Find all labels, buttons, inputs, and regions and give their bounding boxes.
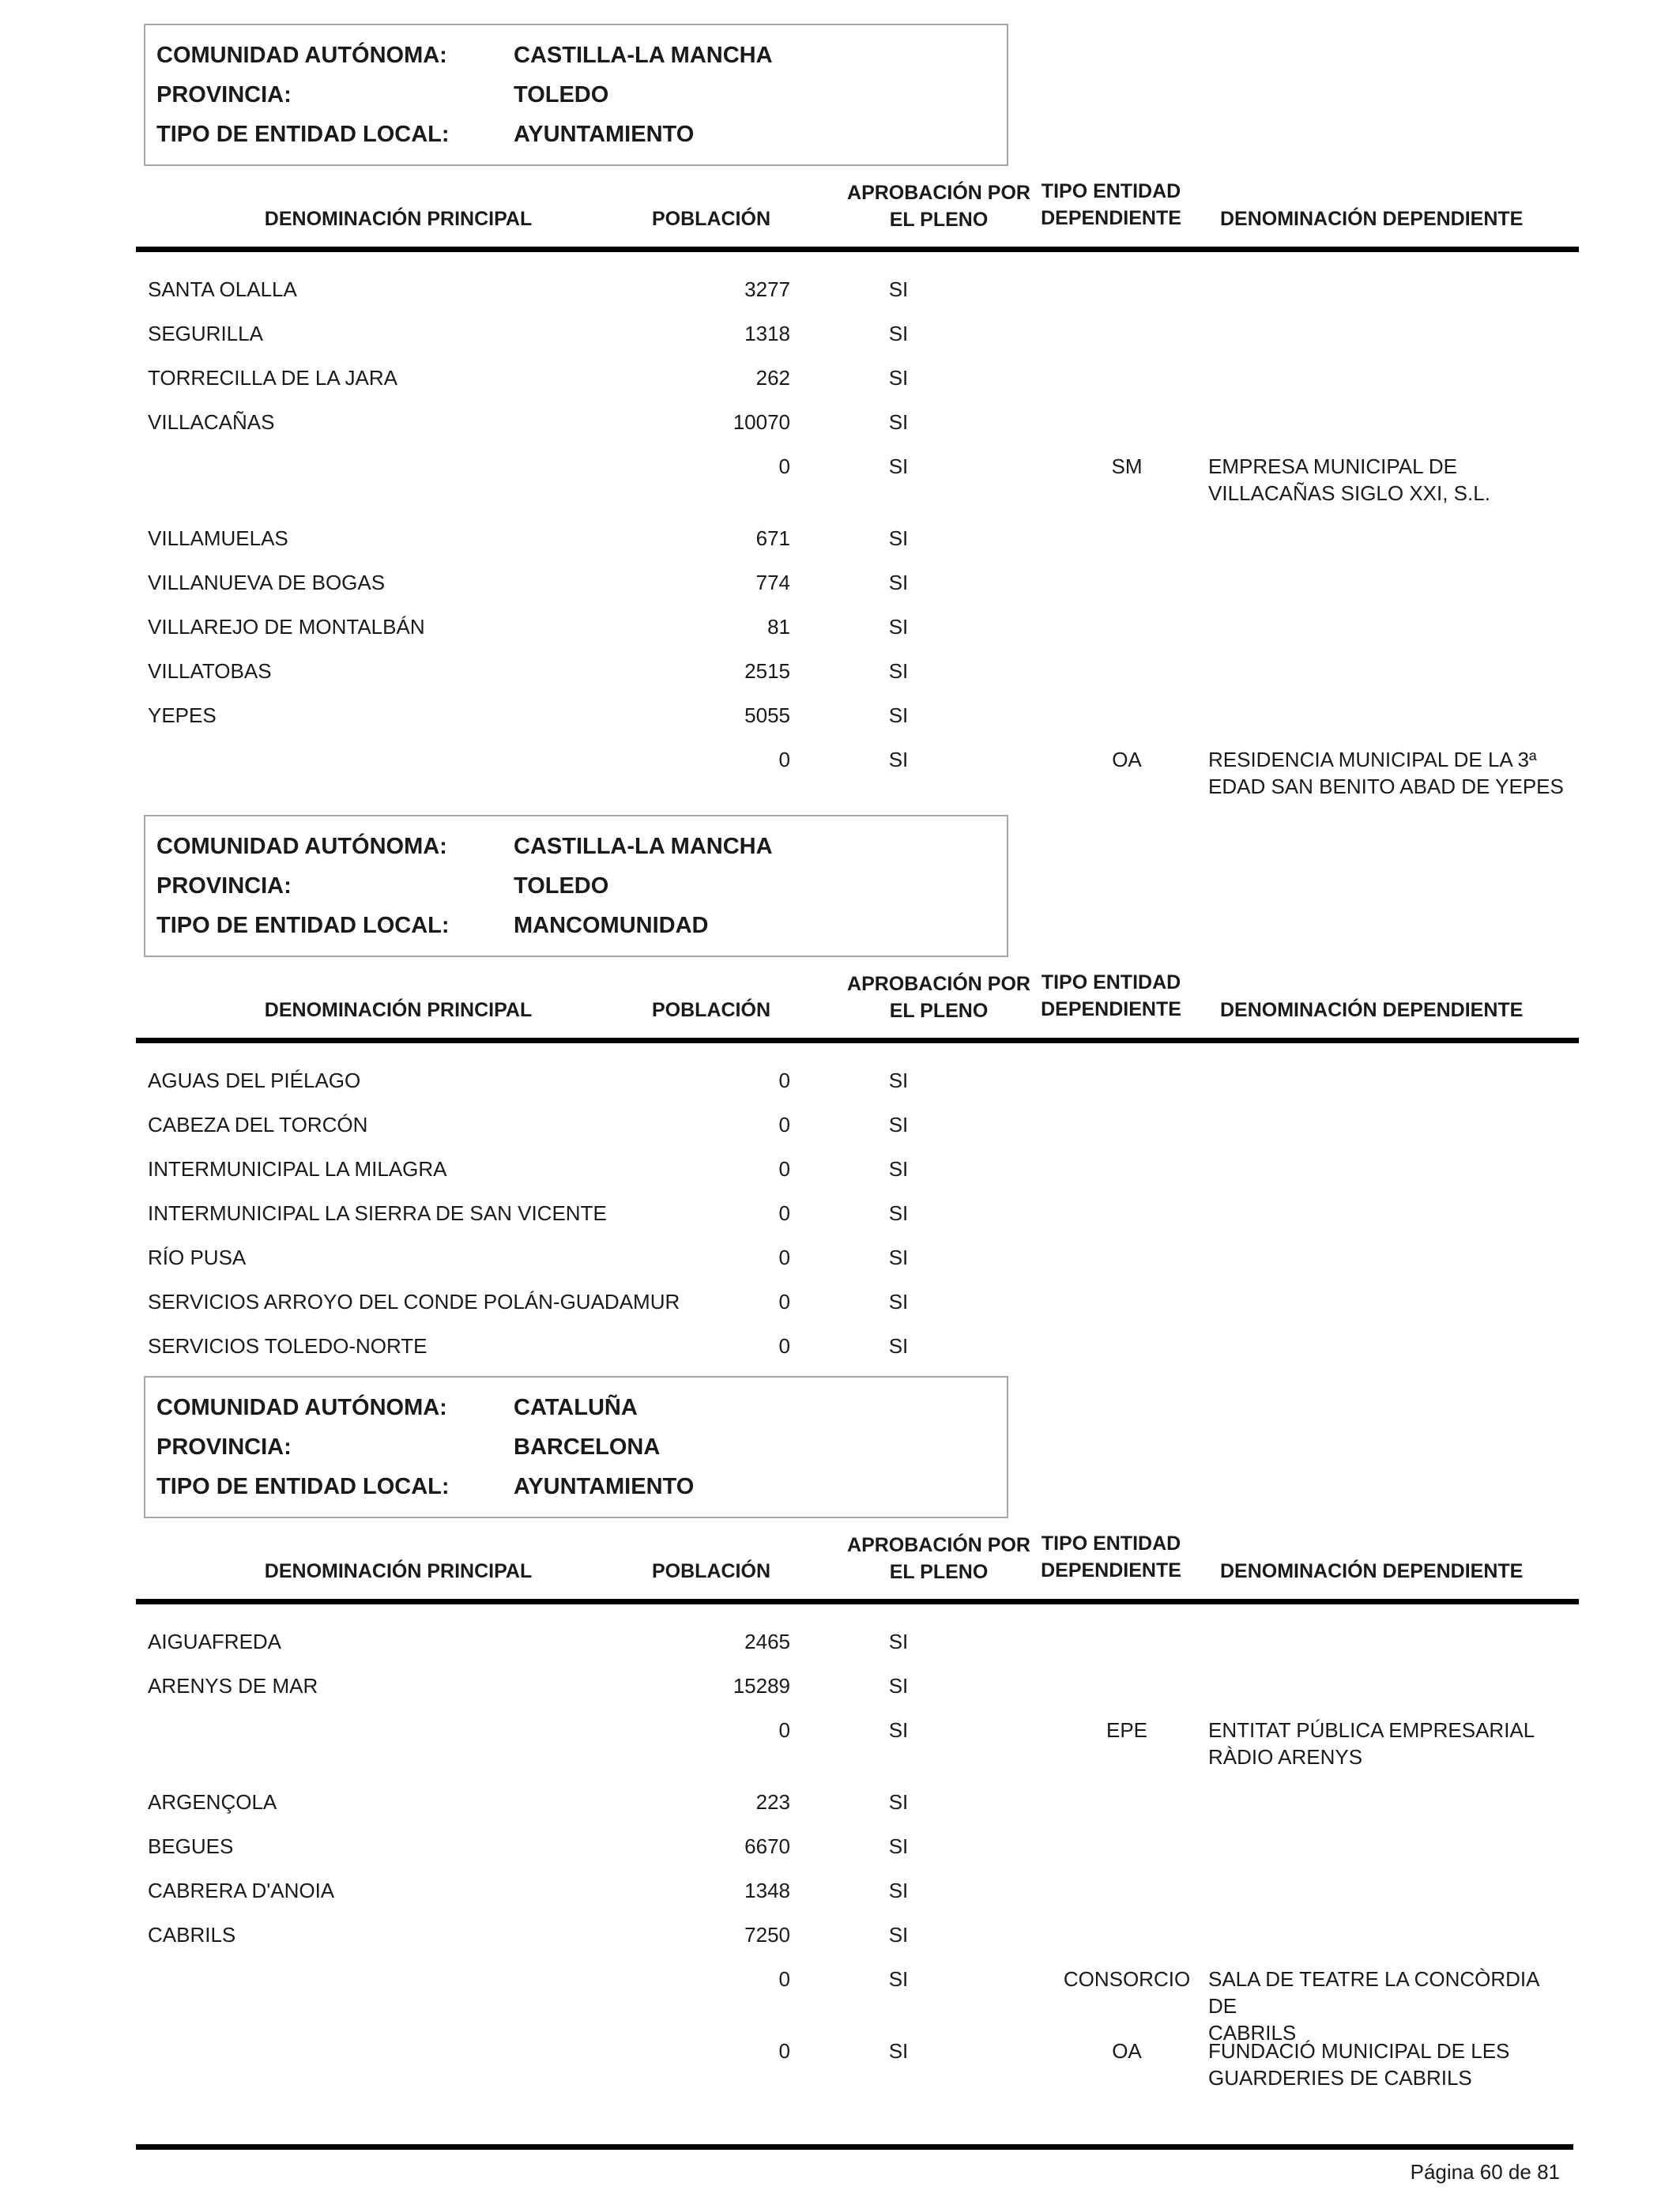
table-row — [136, 409, 1579, 453]
comunidad-label: COMUNIDAD AUTÓNOMA: — [156, 1395, 447, 1420]
aprobacion-cell: SI — [888, 1674, 909, 1698]
header-rule — [136, 247, 1579, 252]
denominacion-principal-cell: CABEZA DEL TORCÓN — [148, 1113, 368, 1137]
denominacion-dependiente-cell — [1208, 746, 1572, 800]
aprobacion-cell: SI — [888, 1201, 909, 1225]
table-row — [136, 364, 1579, 409]
denominacion-principal-cell: VILLAREJO DE MONTALBÁN — [148, 615, 425, 639]
poblacion-cell: 6670 — [744, 1834, 790, 1858]
entity-section — [136, 24, 1579, 818]
denominacion-principal-cell: INTERMUNICIPAL LA SIERRA DE SAN VICENTE — [148, 1201, 607, 1225]
entity-section — [136, 815, 1579, 1377]
aprobacion-cell: SI — [888, 571, 909, 594]
table-row — [136, 1067, 1579, 1111]
dependiente-line2: RÀDIO ARENYS — [1208, 1745, 1363, 1769]
aprobacion-cell: SI — [888, 615, 909, 639]
table-row — [136, 613, 1579, 658]
entity-info-box — [144, 24, 1008, 166]
poblacion-cell: 1348 — [744, 1879, 790, 1902]
poblacion-cell: 0 — [778, 1201, 790, 1225]
dependiente-line1: RESIDENCIA MUNICIPAL DE LA 3ª — [1208, 748, 1537, 771]
table-row — [136, 702, 1579, 746]
aprobacion-cell: SI — [888, 1879, 909, 1902]
tipo-entidad-cell: OA — [1112, 748, 1142, 771]
header-poblacion: POBLACIÓN — [652, 208, 770, 230]
denominacion-principal-cell: ARGENÇOLA — [148, 1790, 277, 1814]
denominacion-principal-cell: AIGUAFREDA — [148, 1630, 282, 1653]
table-row — [136, 1789, 1579, 1833]
tipo-entidad-label: TIPO DE ENTIDAD LOCAL: — [156, 1474, 450, 1499]
denominacion-principal-cell: SEGURILLA — [148, 322, 263, 345]
header-tipo-entidad-line1: TIPO ENTIDAD — [1041, 971, 1181, 993]
aprobacion-cell: SI — [888, 659, 909, 683]
dependiente-line2: VILLACAÑAS SIGLO XXI, S.L. — [1208, 481, 1490, 505]
poblacion-cell: 0 — [778, 748, 790, 771]
poblacion-cell: 774 — [755, 571, 790, 594]
poblacion-cell: 15289 — [733, 1674, 790, 1698]
poblacion-cell: 0 — [778, 1113, 790, 1137]
aprobacion-cell: SI — [888, 1290, 909, 1314]
denominacion-principal-cell: INTERMUNICIPAL LA MILAGRA — [148, 1157, 447, 1181]
header-denominacion-dependiente: DENOMINACIÓN DEPENDIENTE — [1220, 999, 1524, 1021]
header-rule — [136, 1038, 1579, 1043]
poblacion-cell: 223 — [755, 1790, 790, 1814]
table-row — [136, 1288, 1579, 1333]
entity-info-box — [144, 1376, 1008, 1518]
poblacion-cell: 0 — [778, 1246, 790, 1269]
denominacion-principal-cell: TORRECILLA DE LA JARA — [148, 366, 397, 390]
table-row — [136, 1333, 1579, 1377]
poblacion-cell: 0 — [778, 1967, 790, 1991]
aprobacion-cell: SI — [888, 1630, 909, 1653]
header-denominacion-principal: DENOMINACIÓN PRINCIPAL — [264, 208, 533, 230]
denominacion-principal-cell: CABRILS — [148, 1923, 236, 1947]
denominacion-principal-cell: SERVICIOS ARROYO DEL CONDE POLÁN-GUADAMUR — [148, 1290, 680, 1314]
tipo-entidad-cell: OA — [1112, 2039, 1142, 2063]
tipo-entidad-value: AYUNTAMIENTO — [514, 1474, 695, 1499]
aprobacion-cell: SI — [888, 1923, 909, 1947]
aprobacion-cell: SI — [888, 1790, 909, 1814]
denominacion-principal-cell: VILLACAÑAS — [148, 410, 275, 434]
denominacion-principal-cell: ARENYS DE MAR — [148, 1674, 318, 1698]
provincia-value: TOLEDO — [514, 82, 609, 107]
table-row — [136, 1833, 1579, 1877]
table-row — [136, 1200, 1579, 1244]
header-aprobacion-line1: APROBACIÓN POR — [847, 973, 1030, 995]
table-row — [136, 2038, 1579, 2109]
header-denominacion-dependiente: DENOMINACIÓN DEPENDIENTE — [1220, 208, 1524, 230]
tipo-entidad-cell: SM — [1111, 454, 1143, 478]
dependiente-line2: EDAD SAN BENITO ABAD DE YEPES — [1208, 775, 1564, 798]
header-tipo-entidad — [1032, 1530, 1190, 1584]
header-aprobacion-line1: APROBACIÓN POR — [847, 182, 1030, 204]
table-row — [136, 1628, 1579, 1672]
poblacion-cell: 0 — [778, 1334, 790, 1358]
aprobacion-cell: SI — [888, 748, 909, 771]
tipo-entidad-cell: CONSORCIO — [1063, 1967, 1191, 1991]
header-poblacion: POBLACIÓN — [652, 999, 770, 1021]
poblacion-cell: 2515 — [744, 659, 790, 683]
table-header — [136, 957, 1579, 1038]
aprobacion-cell: SI — [888, 526, 909, 550]
table-row — [136, 1877, 1579, 1921]
aprobacion-cell: SI — [888, 1967, 909, 1991]
poblacion-cell: 0 — [778, 1718, 790, 1742]
poblacion-cell: 1318 — [744, 322, 790, 345]
table-row — [136, 1111, 1579, 1155]
denominacion-principal-cell: SERVICIOS TOLEDO-NORTE — [148, 1334, 428, 1358]
denominacion-principal-cell: SANTA OLALLA — [148, 277, 297, 301]
header-poblacion: POBLACIÓN — [652, 1560, 770, 1582]
header-aprobacion-line2: EL PLENO — [889, 1000, 989, 1022]
dependiente-line1: EMPRESA MUNICIPAL DE — [1208, 454, 1457, 478]
poblacion-cell: 7250 — [744, 1923, 790, 1947]
table-row — [136, 1921, 1579, 1966]
table-row — [136, 569, 1579, 613]
comunidad-value: CASTILLA-LA MANCHA — [514, 43, 773, 68]
header-aprobacion-line2: EL PLENO — [889, 1561, 989, 1583]
table-row — [136, 276, 1579, 320]
aprobacion-cell: SI — [888, 703, 909, 727]
header-aprobacion-line2: EL PLENO — [889, 209, 989, 231]
header-tipo-entidad-line2: DEPENDIENTE — [1041, 1559, 1181, 1581]
table-header — [136, 166, 1579, 247]
header-tipo-entidad-line1: TIPO ENTIDAD — [1041, 1532, 1181, 1555]
table-row — [136, 320, 1579, 364]
header-aprobacion — [820, 1532, 1057, 1585]
table-body — [136, 1043, 1579, 1377]
poblacion-cell: 2465 — [744, 1630, 790, 1653]
aprobacion-cell: SI — [888, 1718, 909, 1742]
denominacion-principal-cell: VILLATOBAS — [148, 659, 272, 683]
table-row — [136, 1672, 1579, 1717]
header-rule — [136, 1599, 1579, 1604]
table-row — [136, 658, 1579, 702]
aprobacion-cell: SI — [888, 410, 909, 434]
header-denominacion-dependiente: DENOMINACIÓN DEPENDIENTE — [1220, 1560, 1524, 1582]
header-aprobacion — [820, 971, 1057, 1024]
aprobacion-cell: SI — [888, 1157, 909, 1181]
comunidad-value: CATALUÑA — [514, 1395, 638, 1420]
table-body — [136, 252, 1579, 818]
poblacion-cell: 0 — [778, 1290, 790, 1314]
denominacion-principal-cell: RÍO PUSA — [148, 1246, 247, 1269]
tipo-entidad-label: TIPO DE ENTIDAD LOCAL: — [156, 913, 450, 938]
comunidad-label: COMUNIDAD AUTÓNOMA: — [156, 834, 447, 859]
dependiente-line2: CABRILS — [1208, 2021, 1297, 2045]
table-row — [136, 1244, 1579, 1288]
aprobacion-cell: SI — [888, 1834, 909, 1858]
table-row — [136, 453, 1579, 525]
aprobacion-cell: SI — [888, 366, 909, 390]
poblacion-cell: 3277 — [744, 277, 790, 301]
entity-section — [136, 1376, 1579, 2109]
comunidad-value: CASTILLA-LA MANCHA — [514, 834, 773, 859]
header-tipo-entidad-line1: TIPO ENTIDAD — [1041, 180, 1181, 202]
aprobacion-cell: SI — [888, 2039, 909, 2063]
denominacion-principal-cell: AGUAS DEL PIÉLAGO — [148, 1069, 361, 1092]
header-tipo-entidad-line2: DEPENDIENTE — [1041, 207, 1181, 229]
aprobacion-cell: SI — [888, 1113, 909, 1137]
dependiente-line1: ENTITAT PÚBLICA EMPRESARIAL — [1208, 1718, 1535, 1742]
dependiente-line1: FUNDACIÓ MUNICIPAL DE LES — [1208, 2039, 1510, 2063]
denominacion-principal-cell: BEGUES — [148, 1834, 234, 1858]
provincia-value: BARCELONA — [514, 1434, 661, 1460]
poblacion-cell: 10070 — [733, 410, 790, 434]
header-aprobacion-line1: APROBACIÓN POR — [847, 1534, 1030, 1556]
tipo-entidad-value: MANCOMUNIDAD — [514, 913, 709, 938]
provincia-label: PROVINCIA: — [156, 1434, 292, 1460]
poblacion-cell: 0 — [778, 1069, 790, 1092]
dependiente-line1: SALA DE TEATRE LA CONCÒRDIA DE — [1208, 1967, 1539, 2018]
poblacion-cell: 5055 — [744, 703, 790, 727]
footer-rule — [136, 2144, 1573, 2150]
table-row — [136, 1966, 1579, 2045]
aprobacion-cell: SI — [888, 1069, 909, 1092]
denominacion-dependiente-cell — [1208, 2038, 1572, 2091]
table-body — [136, 1604, 1579, 2109]
table-row — [136, 525, 1579, 569]
aprobacion-cell: SI — [888, 277, 909, 301]
table-header — [136, 1518, 1579, 1599]
denominacion-principal-cell: YEPES — [148, 703, 217, 727]
denominacion-dependiente-cell — [1208, 453, 1572, 507]
header-tipo-entidad — [1032, 178, 1190, 232]
header-aprobacion — [820, 179, 1057, 233]
poblacion-cell: 0 — [778, 2039, 790, 2063]
comunidad-label: COMUNIDAD AUTÓNOMA: — [156, 43, 447, 68]
dependiente-line2: GUARDERIES DE CABRILS — [1208, 2066, 1472, 2090]
poblacion-cell: 0 — [778, 1157, 790, 1181]
poblacion-cell: 262 — [755, 366, 790, 390]
denominacion-principal-cell: CABRERA D'ANOIA — [148, 1879, 335, 1902]
denominacion-principal-cell: VILLANUEVA DE BOGAS — [148, 571, 386, 594]
aprobacion-cell: SI — [888, 1334, 909, 1358]
provincia-label: PROVINCIA: — [156, 873, 292, 899]
tipo-entidad-label: TIPO DE ENTIDAD LOCAL: — [156, 122, 450, 147]
denominacion-principal-cell: VILLAMUELAS — [148, 526, 288, 550]
header-denominacion-principal: DENOMINACIÓN PRINCIPAL — [264, 999, 533, 1021]
header-tipo-entidad-line2: DEPENDIENTE — [1041, 998, 1181, 1020]
table-row — [136, 1717, 1579, 1789]
table-row — [136, 746, 1579, 818]
aprobacion-cell: SI — [888, 322, 909, 345]
poblacion-cell: 0 — [778, 454, 790, 478]
tipo-entidad-value: AYUNTAMIENTO — [514, 122, 695, 147]
poblacion-cell: 671 — [755, 526, 790, 550]
tipo-entidad-cell: EPE — [1106, 1718, 1148, 1742]
denominacion-dependiente-cell — [1208, 1717, 1572, 1770]
page-number: Página 60 de 81 — [1410, 2160, 1560, 2184]
provincia-label: PROVINCIA: — [156, 82, 292, 107]
poblacion-cell: 81 — [767, 615, 790, 639]
header-tipo-entidad — [1032, 969, 1190, 1023]
table-row — [136, 1155, 1579, 1200]
entity-info-box — [144, 815, 1008, 957]
aprobacion-cell: SI — [888, 1246, 909, 1269]
header-denominacion-principal: DENOMINACIÓN PRINCIPAL — [264, 1560, 533, 1582]
denominacion-dependiente-cell — [1208, 1966, 1572, 2046]
provincia-value: TOLEDO — [514, 873, 609, 899]
aprobacion-cell: SI — [888, 454, 909, 478]
